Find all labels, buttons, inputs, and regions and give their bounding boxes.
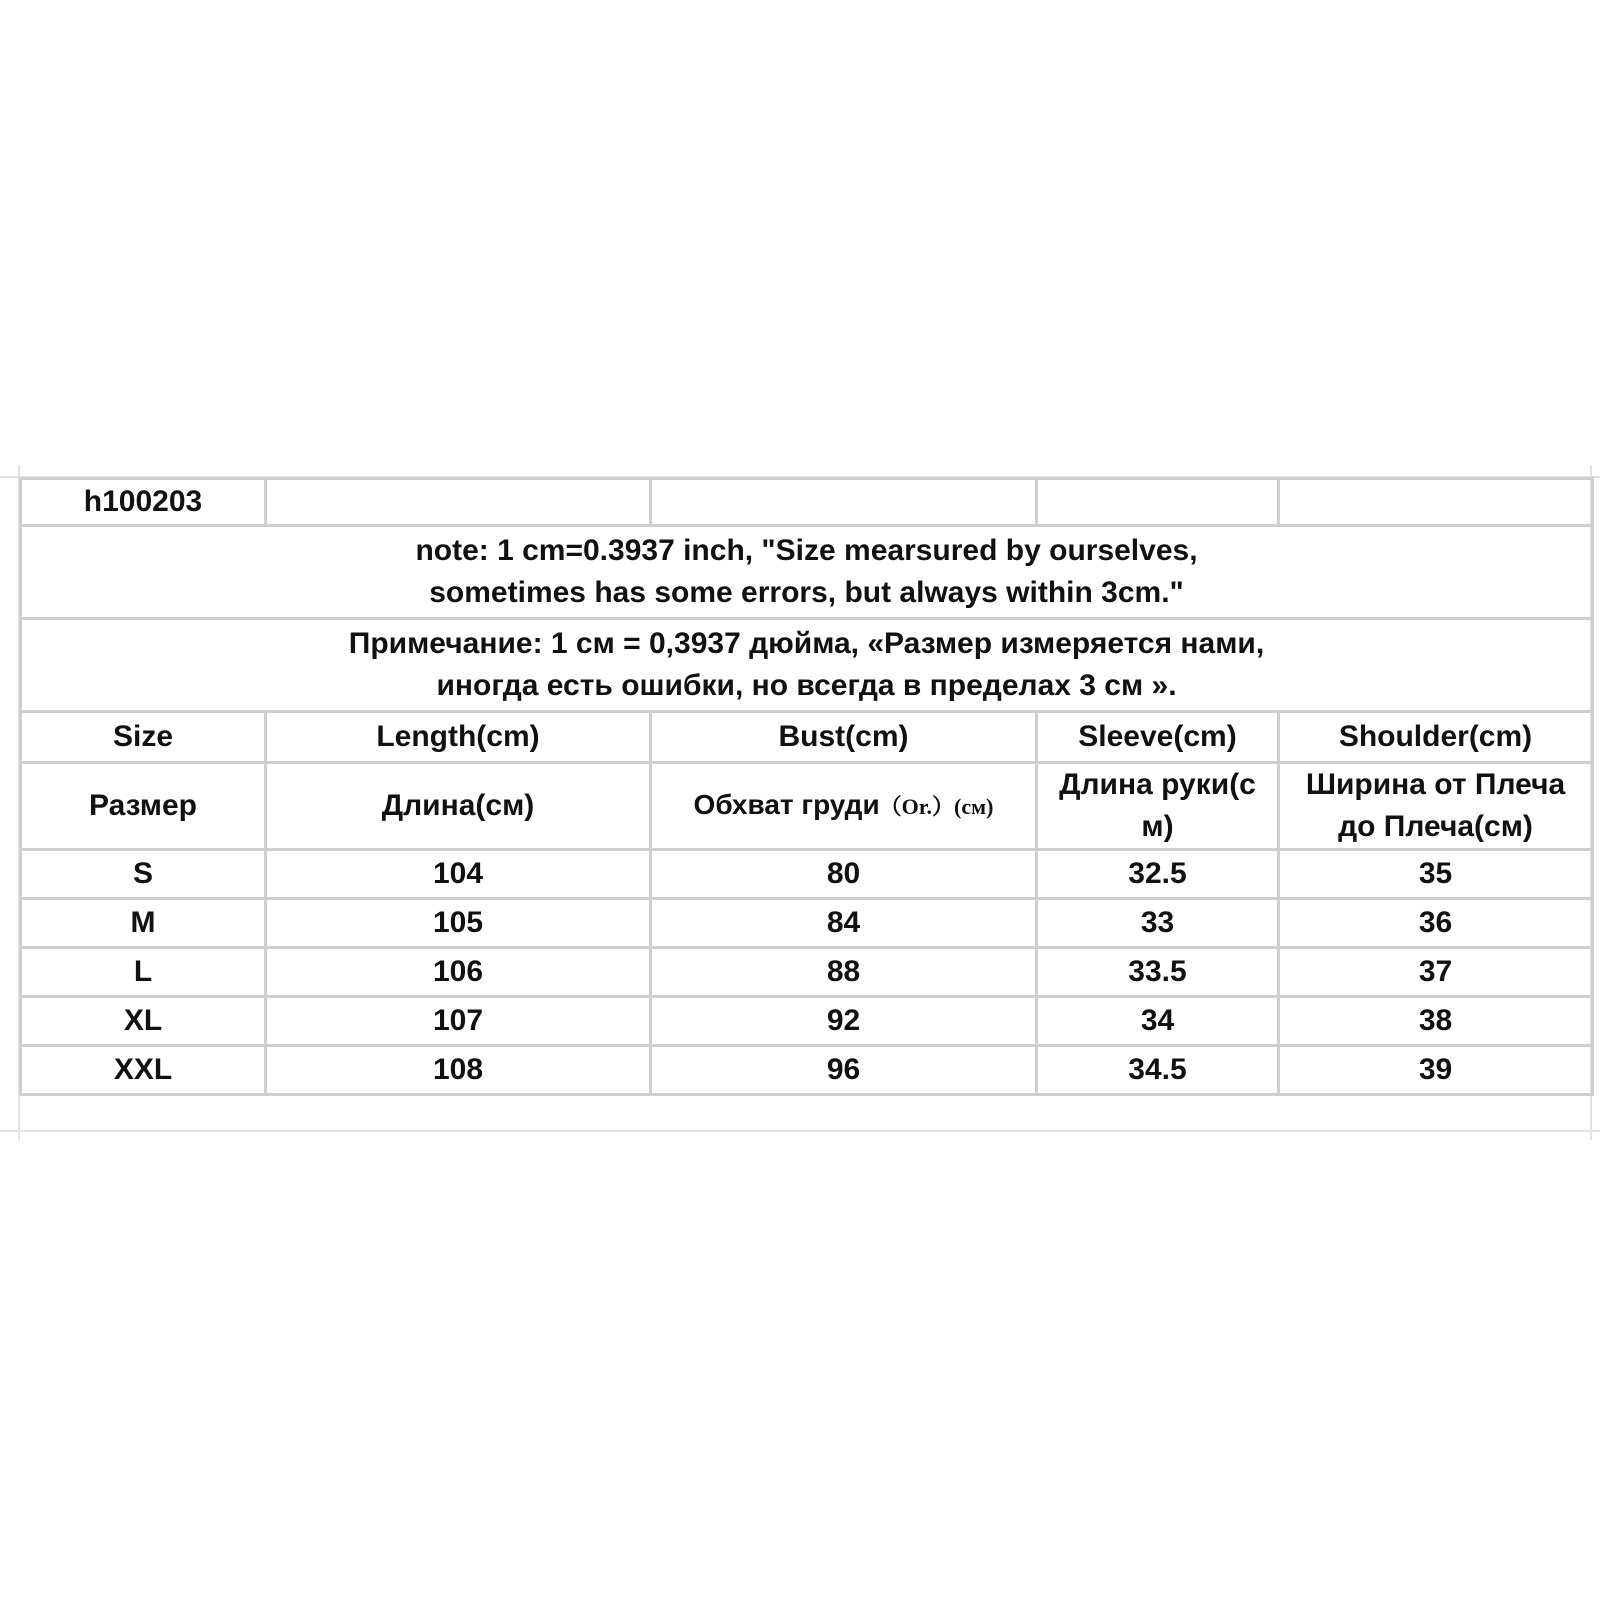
product-code: h100203 (21, 479, 266, 526)
bust-cell: 80 (651, 850, 1037, 899)
empty-cell (1279, 479, 1593, 526)
note-en-line2: sometimes has some errors, but always within 3cm." (429, 576, 1184, 609)
header-length-en: Length(cm) (266, 712, 651, 763)
size-cell: XL (21, 997, 266, 1046)
note-ru-line2: иногда есть ошибки, но всегда в пределах 3 см ». (436, 669, 1177, 702)
sleeve-cell: 32.5 (1037, 850, 1279, 899)
header-bust-en: Bust(cm) (651, 712, 1037, 763)
table-row (21, 948, 1593, 997)
empty-cell (266, 479, 651, 526)
note-ru-cell (21, 619, 1593, 712)
sleeve-cell: 34 (1037, 997, 1279, 1046)
header-sleeve-ru (1037, 763, 1279, 850)
shoulder-cell: 35 (1279, 850, 1593, 899)
length-cell: 106 (266, 948, 651, 997)
length-cell: 104 (266, 850, 651, 899)
header-sleeve-ru-line2: м) (1141, 810, 1174, 843)
note-ru-row (21, 619, 1593, 712)
header-shoulder-ru-line2: до Плеча(см) (1338, 810, 1533, 843)
bust-cell: 96 (651, 1046, 1037, 1095)
bust-cell: 92 (651, 997, 1037, 1046)
sleeve-cell: 33.5 (1037, 948, 1279, 997)
table-row (21, 850, 1593, 899)
header-shoulder-ru-line1: Ширина от Плеча (1305, 768, 1566, 801)
shoulder-cell: 37 (1279, 948, 1593, 997)
table-row (21, 899, 1593, 948)
table-row (21, 1046, 1593, 1095)
header-shoulder-ru (1279, 763, 1593, 850)
size-cell: M (21, 899, 266, 948)
length-cell: 108 (266, 1046, 651, 1095)
shoulder-cell: 39 (1279, 1046, 1593, 1095)
empty-cell (651, 479, 1037, 526)
size-cell: S (21, 850, 266, 899)
size-cell: XXL (21, 1046, 266, 1095)
bust-cell: 84 (651, 899, 1037, 948)
note-ru-line1: Примечание: 1 см = 0,3937 дюйма, «Размер измеряется нами, (348, 627, 1265, 660)
length-cell: 105 (266, 899, 651, 948)
sleeve-cell: 33 (1037, 899, 1279, 948)
sleeve-cell: 34.5 (1037, 1046, 1279, 1095)
product-code-row (21, 479, 1593, 526)
header-en-row (21, 712, 1593, 763)
note-en-line1: note: 1 cm=0.3937 inch, "Size mearsured by ourselves, (415, 534, 1198, 567)
header-length-ru: Длина(см) (266, 763, 651, 850)
header-sleeve-en: Sleeve(cm) (1037, 712, 1279, 763)
header-size-ru: Размер (21, 763, 266, 850)
header-bust-ru-main: Обхват груди (693, 789, 880, 820)
shoulder-cell: 36 (1279, 899, 1593, 948)
header-bust-ru (651, 763, 1037, 850)
size-chart-table (19, 477, 1594, 1096)
header-ru-row (21, 763, 1593, 850)
bust-cell: 88 (651, 948, 1037, 997)
table-row (21, 997, 1593, 1046)
size-cell: L (21, 948, 266, 997)
header-bust-ru-og: （Or.）(см) (879, 794, 994, 819)
header-shoulder-en: Shoulder(cm) (1279, 712, 1593, 763)
note-en-row (21, 526, 1593, 619)
length-cell: 107 (266, 997, 651, 1046)
header-size-en: Size (21, 712, 266, 763)
header-sleeve-ru-line1: Длина руки(с (1059, 768, 1256, 801)
shoulder-cell: 38 (1279, 997, 1593, 1046)
empty-cell (1037, 479, 1279, 526)
note-en-cell (21, 526, 1593, 619)
